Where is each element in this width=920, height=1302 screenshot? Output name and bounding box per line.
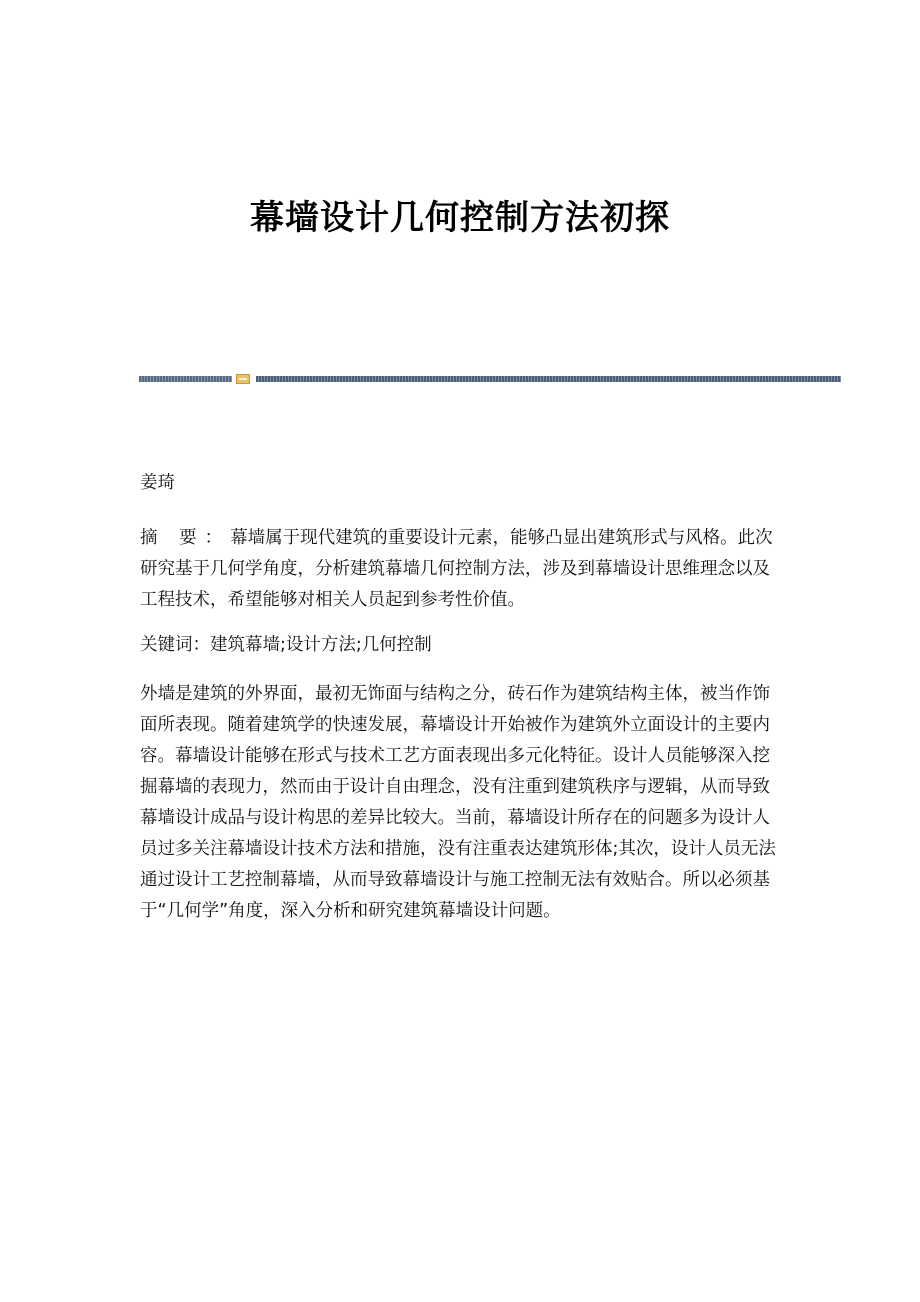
document-body bbox=[140, 468, 785, 927]
keywords-text: 建筑幕墙;设计方法;几何控制 bbox=[210, 635, 432, 655]
abstract-paragraph bbox=[140, 523, 785, 616]
body-paragraph: 外墙是建筑的外界面，最初无饰面与结构之分，砖石作为建筑结构主体，被当作饰面所表现。随着建筑学的快速发展，幕墙设计开始被作为建筑外立面设计的主要内容。幕墙设计能够在形式与技术工艺方面表现出多元化特征。设计人员能够深入挖掘幕墙的表现力，然而由于设计自由理念，没有注重到建筑秩序与逻辑，从而导致幕墙设计成品与设计构思的差异比较大。当前，幕墙设计所存在的问题多为设计人员过多关注幕墙设计技术方法和措施，没有注重表达建筑形体;其次，设计人员无法通过设计工艺控制幕墙，从而导致幕墙设计与施工控制无法有效贴合。所以必须基于“几何学”角度，深入分析和研究建筑幕墙设计问题。 bbox=[140, 684, 776, 921]
keywords-paragraph bbox=[140, 630, 785, 661]
divider-ornament-icon bbox=[236, 374, 250, 384]
divider-bar-left bbox=[139, 376, 232, 382]
abstract-label: 摘 要： bbox=[140, 528, 231, 548]
abstract-text: 幕墙属于现代建筑的重要设计元素，能够凸显出建筑形式与风格。此次研究基于几何学角度，分析建筑幕墙几何控制方法，涉及到幕墙设计思维理念以及工程技术，希望能够对相关人员起到参考性价值。 bbox=[140, 528, 773, 610]
title-divider bbox=[139, 374, 841, 384]
keywords-label: 关键词： bbox=[140, 635, 210, 655]
author-name: 姜琦 bbox=[140, 473, 175, 493]
document-title: 幕墙设计几何控制方法初探 bbox=[250, 198, 670, 238]
divider-bar-right bbox=[256, 376, 841, 382]
